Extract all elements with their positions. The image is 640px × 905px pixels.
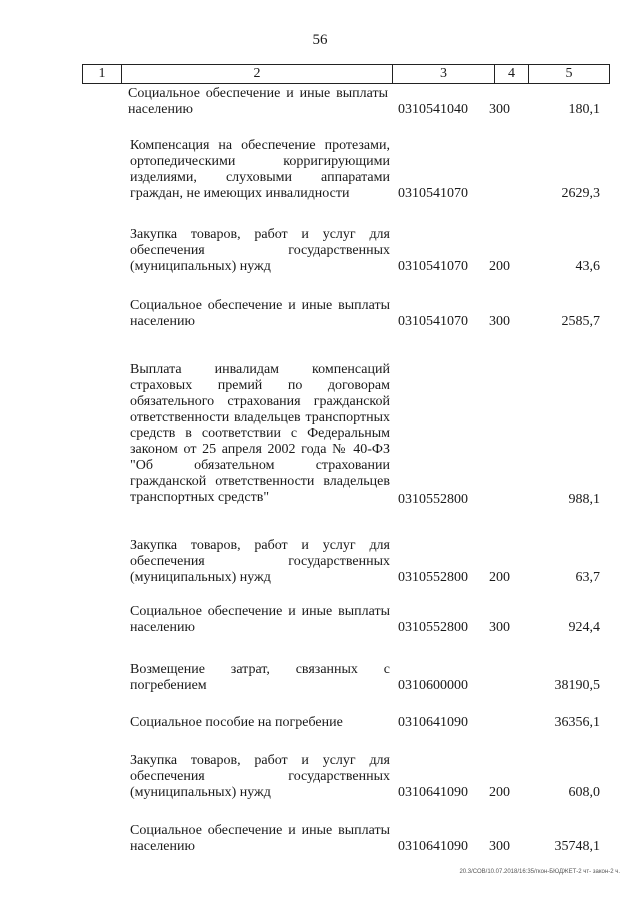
row-amount: 608,0 <box>568 785 600 800</box>
row-amount: 988,1 <box>568 492 600 507</box>
row-code: 0310641090 <box>398 715 468 730</box>
row-amount: 43,6 <box>575 259 600 274</box>
row-amount: 180,1 <box>568 102 600 117</box>
header-col-4: 4 <box>495 65 529 83</box>
page-number: 56 <box>312 32 328 48</box>
row-type: 200 <box>489 785 510 800</box>
row-code: 0310541070 <box>398 314 468 329</box>
row-type: 200 <box>489 570 510 585</box>
row-code: 0310541070 <box>398 259 468 274</box>
row-amount: 2629,3 <box>561 186 600 201</box>
row-amount: 2585,7 <box>561 314 600 329</box>
row-code: 0310600000 <box>398 678 468 693</box>
table-header <box>82 64 610 84</box>
row-amount: 35748,1 <box>554 839 600 854</box>
row-code: 0310552800 <box>398 492 468 507</box>
row-description: Возмещение затрат, связанных с погребением <box>130 662 390 693</box>
header-col-3: 3 <box>393 65 495 83</box>
row-type: 200 <box>489 259 510 274</box>
table-row <box>0 731 640 801</box>
row-description: Выплата инвалидам компенсаций страховых премий по договорам обязательного страхования гражданской ответственности владельцев транспортных средств в соответствии с Федеральным законом от 25 апреля 2002 года № 40-ФЗ "Об обязательном страховании гражданской ответственности владельцев транспортных средств" <box>130 362 390 505</box>
header-col-2: 2 <box>122 65 393 83</box>
row-description: Социальное пособие на погребение <box>130 715 343 730</box>
row-type: 300 <box>489 620 510 635</box>
row-code: 0310641090 <box>398 785 468 800</box>
row-code: 0310541070 <box>398 186 468 201</box>
table-row <box>0 694 640 731</box>
row-description: Социальное обеспечение и иные выплаты населению <box>130 823 390 854</box>
header-col-1: 1 <box>83 65 122 83</box>
row-code: 0310641090 <box>398 839 468 854</box>
table-row <box>0 86 640 118</box>
row-code: 0310552800 <box>398 620 468 635</box>
table-row <box>0 636 640 694</box>
row-description: Закупка товаров, работ и услуг для обеспечения государственных (муниципальных) нужд <box>130 538 390 585</box>
row-amount: 38190,5 <box>554 678 600 693</box>
row-description: Социальное обеспечение и иные выплаты населению <box>130 604 390 635</box>
row-amount: 36356,1 <box>554 715 600 730</box>
table-row <box>0 801 640 855</box>
table-row <box>0 330 640 508</box>
row-description: Социальное обеспечение и иные выплаты населению <box>130 298 390 329</box>
row-code: 0310541040 <box>398 102 468 117</box>
table-row <box>0 118 640 202</box>
row-type: 300 <box>489 839 510 854</box>
table-row <box>0 586 640 636</box>
row-code: 0310552800 <box>398 570 468 585</box>
header-col-5: 5 <box>565 66 573 81</box>
row-type: 300 <box>489 314 510 329</box>
table-row <box>0 275 640 330</box>
row-description: Закупка товаров, работ и услуг для обеспечения государственных (муниципальных) нужд <box>130 227 390 274</box>
table-row <box>0 508 640 586</box>
row-amount: 924,4 <box>568 620 600 635</box>
table-body <box>0 86 640 855</box>
row-description: Социальное обеспечение и иные выплаты населению <box>128 86 388 117</box>
row-description: Компенсация на обеспечение протезами, ортопедическими корригирующими изделиями, слуховыми аппаратами граждан, не имеющих инвалидности <box>130 138 390 201</box>
row-type: 300 <box>489 102 510 117</box>
row-amount: 63,7 <box>575 570 600 585</box>
table-row <box>0 202 640 275</box>
row-description: Закупка товаров, работ и услуг для обеспечения государственных (муниципальных) нужд <box>130 753 390 800</box>
document-footer-stamp: 20.3/СОВ/10.07.2018/16:35/гкон-БЮДЖЕТ-2 чт- закон-2 ч. <box>459 869 620 875</box>
